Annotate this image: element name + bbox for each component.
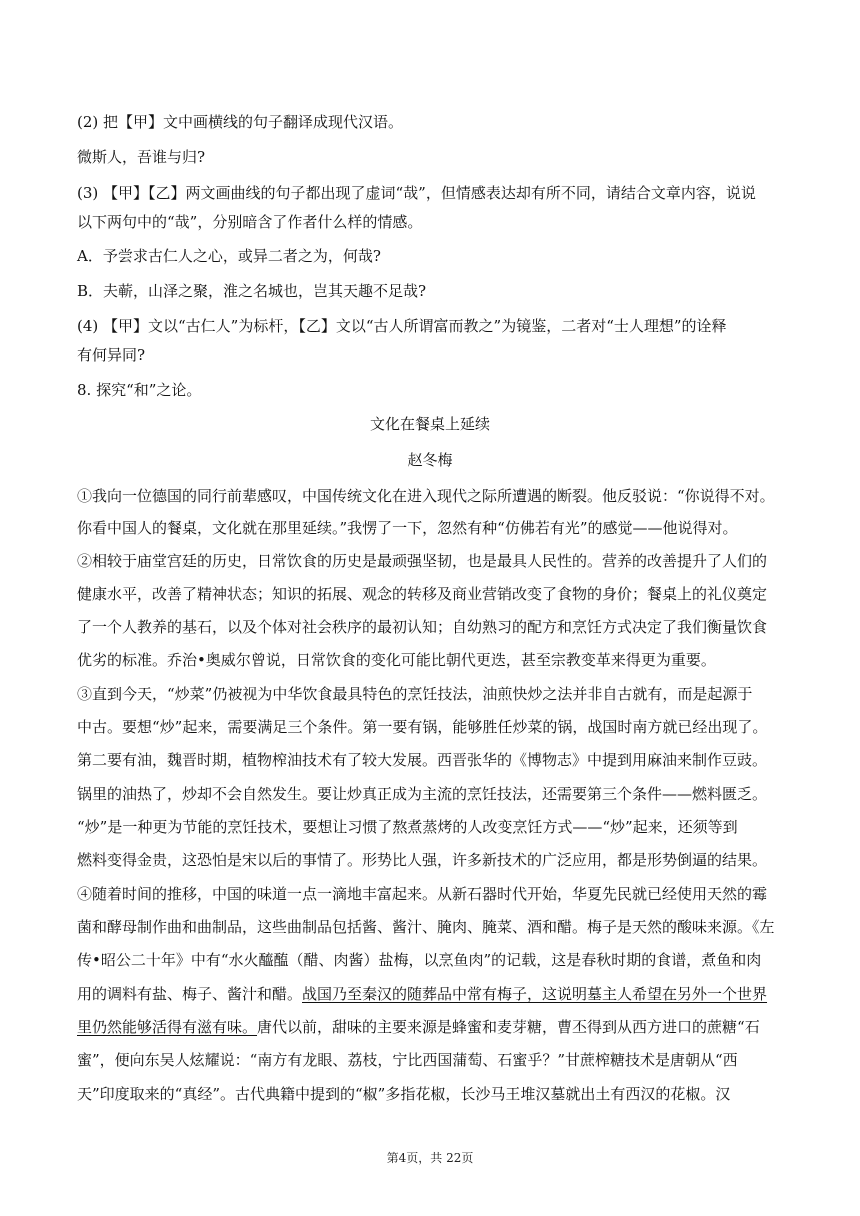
question-3-line-1: (3) 【甲】【乙】两文画曲线的句子都出现了虚词“哉”，但情感表达却有所不同，请结合文章内容，说说 [77, 184, 756, 202]
article-line: ④随着时间的推移，中国的味道一点一滴地丰富起来。从新石器时代开始，华夏先民就已经使用天然的霉 [77, 885, 768, 903]
question-3-line-2: 以下两句中的“哉”，分别暗含了作者什么样的情感。 [77, 213, 423, 231]
underlined-sentence: 里仍然能够活得有滋有味。 [77, 1018, 258, 1036]
underlined-sentence: 战国乃至秦汉的随葬品中常有梅子，这说明墓主人希望在另外一个世界 [302, 985, 768, 1003]
article-line: ②相较于庙堂宫廷的历史，日常饮食的历史是最顽强坚韧，也是最具人民性的。营养的改善提升了人们的 [77, 552, 768, 570]
article-line [77, 984, 787, 1004]
article-author: 赵冬梅 [407, 451, 453, 469]
article-line: 你看中国人的餐桌，文化就在那里延续。”我愣了一下，忽然有种“仿佛若有光”的感觉——他说得对。 [77, 519, 738, 537]
article-line: 优劣的标准。乔治•奥威尔曾说，日常饮食的变化可能比朝代更迭，甚至宗教变革来得更为重要。 [77, 651, 716, 669]
question-3-option-a: A．予尝求古仁人之心，或异二者之为，何哉? [77, 247, 381, 265]
article-line: 天”印度取来的“真经”。古代典籍中提到的“椒”多指花椒，长沙马王堆汉墓就出土有西汉的花椒。汉 [77, 1085, 731, 1103]
article-line: 中古。要想“炒”起来，需要满足三个条件。第一要有锅，能够胜任炒菜的锅，战国时南方就已经出现了。 [77, 718, 768, 736]
article-text: 唐代以前，甜味的主要来源是蜂蜜和麦芽糖，曹丕得到从西方进口的蔗糖“石 [257, 1018, 760, 1036]
article-line [77, 1017, 787, 1037]
question-8: 8. 探究“和”之论。 [77, 381, 202, 399]
question-3-option-b: B．夫蕲，山泽之聚，淮之名城也，岂其天趣不足哉? [77, 282, 427, 300]
article-line: 第二要有油，魏晋时期，植物榨油技术有了较大发展。西晋张华的《博物志》中提到用麻油来制作豆豉。 [77, 751, 768, 769]
article-line: 健康水平，改善了精神状态；知识的拓展、观念的转移及商业营销改变了食物的身价；餐桌上的礼仪奠定 [77, 585, 768, 603]
article-line: 菌和酵母制作曲和曲制品，这些曲制品包括酱、酱汁、腌肉、腌菜、酒和醋。梅子是天然的酸味来源。《左 [77, 918, 775, 936]
question-4-line-1: (4) 【甲】文以“古仁人”为标杆，【乙】文以“古人所谓富而教之”为镜鉴，二者对“士人理想”的诠释 [77, 317, 727, 335]
article-line: ①我向一位德国的同行前辈感叹，中国传统文化在进入现代之际所遭遇的断裂。他反驳说：“你说得不对。 [77, 487, 775, 505]
page-footer: 第4页，共 22页 [386, 1151, 474, 1165]
article-line: 了一个人教养的基石，以及个体对社会秩序的最初认知；自幼熟习的配方和烹饪方式决定了我们衡量饮食 [77, 618, 768, 636]
article-line: ③直到今天，“炒菜”仍被视为中华饮食最具特色的烹饪技法，油煎快炒之法并非自古就有，而是起源于 [77, 685, 753, 703]
question-4-line-2: 有何异同? [77, 346, 146, 364]
article-line: 锅里的油热了，炒却不会自然发生。要让炒真正成为主流的烹饪技法，还需要第三个条件——燃料匮乏。 [77, 785, 768, 803]
article-line: 蜜”，便向东吴人炫耀说：“南方有龙眼、荔枝，宁比西国蒲萄、石蜜乎？”甘蔗榨糖技术是唐朝从“西 [77, 1051, 738, 1069]
article-text: 用的调料有盐、梅子、酱汁和醋。 [77, 985, 303, 1003]
article-line: 燃料变得金贵，这恐怕是宋以后的事情了。形势比人强，许多新技术的广泛应用，都是形势倒逼的结果。 [77, 851, 768, 869]
article-line: 传•昭公二十年》中有“水火醯醢（醋、肉酱）盐梅，以烹鱼肉”的记载，这是春秋时期的食谱，煮鱼和肉 [77, 951, 762, 969]
question-2-sentence: 微斯人，吾谁与归? [77, 148, 206, 166]
question-2: (2) 把【甲】文中画横线的句子翻译成现代汉语。 [77, 113, 404, 131]
article-line: “炒”是一种更为节能的烹饪技术，要想让习惯了熬煮蒸烤的人改变烹饪方式——“炒”起来，还须等到 [77, 818, 738, 836]
article-title: 文化在餐桌上延续 [369, 415, 490, 433]
